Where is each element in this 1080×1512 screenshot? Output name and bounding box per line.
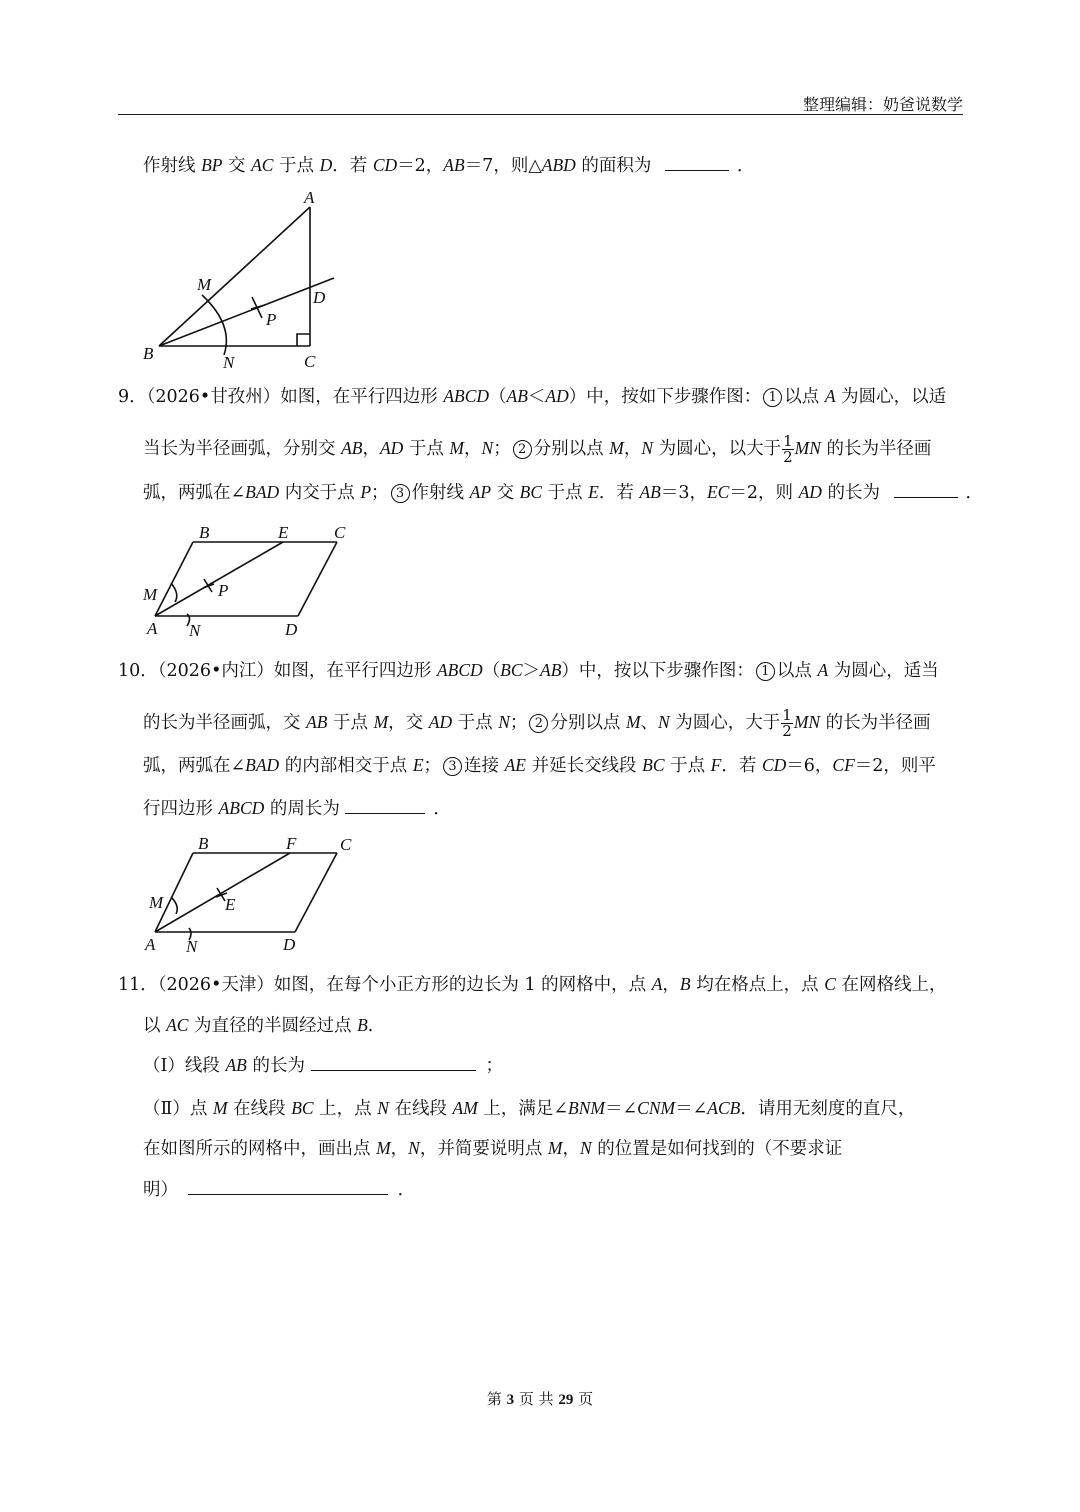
label-C: C: [304, 352, 316, 371]
label-D: D: [283, 935, 296, 954]
header-rule: [118, 114, 963, 115]
label-C: C: [340, 835, 352, 854]
label-B: B: [143, 344, 154, 363]
q11-line1: 11．（2026•天津）如图，在每个小正方形的边长为 1 的网格中，点 A，B 均在格点上，点 C 在网格线上，: [118, 974, 947, 995]
q9-line3: 弧，两弧在∠BAD 内交于点 P； 3 作射线 AP 交 BC 于点 E．若 AB＝3，EC＝2，则 AD 的长为 ．: [143, 482, 984, 503]
label-M: M: [149, 893, 164, 912]
label-N: N: [223, 353, 235, 372]
answer-blank[interactable]: [894, 481, 958, 498]
label-D: D: [285, 620, 298, 639]
label-E: E: [225, 895, 236, 914]
label-A: A: [304, 188, 315, 207]
label-M: M: [143, 585, 158, 604]
q10-line3: 弧，两弧在∠BAD 的内部相交于点 E； 3 连接 AE 并延长交线段 BC 于点 F．若 CD＝6，CF＝2，则平: [143, 755, 936, 776]
label-E: E: [278, 523, 289, 542]
answer-blank[interactable]: [665, 154, 729, 171]
q11-part1: （Ⅰ）线段 AB 的长为 ；: [143, 1055, 504, 1076]
label-N: N: [186, 937, 198, 956]
q11-part2-line1: （Ⅱ）点 M 在线段 BC 上，点 N 在线段 AM 上，满足∠BNM＝∠CNM＝∠ACB．请用无刻度的直尺，: [143, 1098, 916, 1119]
q11-part2-line2: 在如图所示的网格中，画出点 M，N，并简要说明点 M，N 的位置是如何找到的（不要求证: [143, 1138, 843, 1159]
q8-line1: 作射线 BP 交 AC 于点 D．若 CD＝2，AB＝7，则△ABD 的面积为 ．: [143, 155, 755, 176]
label-P: P: [218, 581, 229, 600]
q10-line1: 10．（2026•内江）如图，在平行四边形 ABCD（BC＞AB）中，按以下步骤作图： 1 以点 A 为圆心，适当: [118, 660, 939, 681]
label-C: C: [334, 523, 346, 542]
q9-line2: 当长为半径画弧，分别交 AB，AD 于点 M，N； 2 分别以点 M，N 为圆心，以大于 $\frac{1}{2}$ MN 的长为半径画: [143, 432, 932, 466]
label-P: P: [266, 310, 277, 329]
q11-line2: 以 AC 为直径的半圆经过点 B.: [143, 1015, 374, 1036]
label-F: F: [286, 834, 297, 853]
answer-blank[interactable]: [345, 797, 425, 814]
label-N: N: [189, 621, 201, 640]
label-B: B: [199, 523, 210, 542]
q10-line4: 行四边形 ABCD 的周长为 ．: [143, 798, 451, 819]
label-D: D: [313, 288, 326, 307]
page-header: 整理编辑：奶爸说数学: [802, 95, 963, 114]
q9-line1: 9．（2026•甘孜州）如图，在平行四边形 ABCD（AB＜AD）中，按如下步骤作图： 1 以点 A 为圆心，以适: [118, 386, 947, 407]
label-A: A: [147, 619, 158, 638]
q11-part2-line3: 明） ．: [143, 1180, 416, 1200]
label-B: B: [198, 834, 209, 853]
label-A: A: [145, 935, 156, 954]
label-M: M: [197, 275, 212, 294]
q9-figure: [135, 518, 365, 643]
answer-blank[interactable]: [188, 1178, 388, 1195]
page-footer: 第 3 页 共 29 页: [486, 1390, 594, 1408]
q10-figure: [135, 830, 365, 958]
q8-figure: [130, 185, 350, 375]
q10-line2: 的长为半径画弧，交 AB 于点 M，交 AD 于点 N； 2 分别以点 M、N 为圆心，大于 $\frac{1}{2}$ MN 的长为半径画: [143, 706, 931, 740]
answer-blank[interactable]: [311, 1054, 476, 1071]
